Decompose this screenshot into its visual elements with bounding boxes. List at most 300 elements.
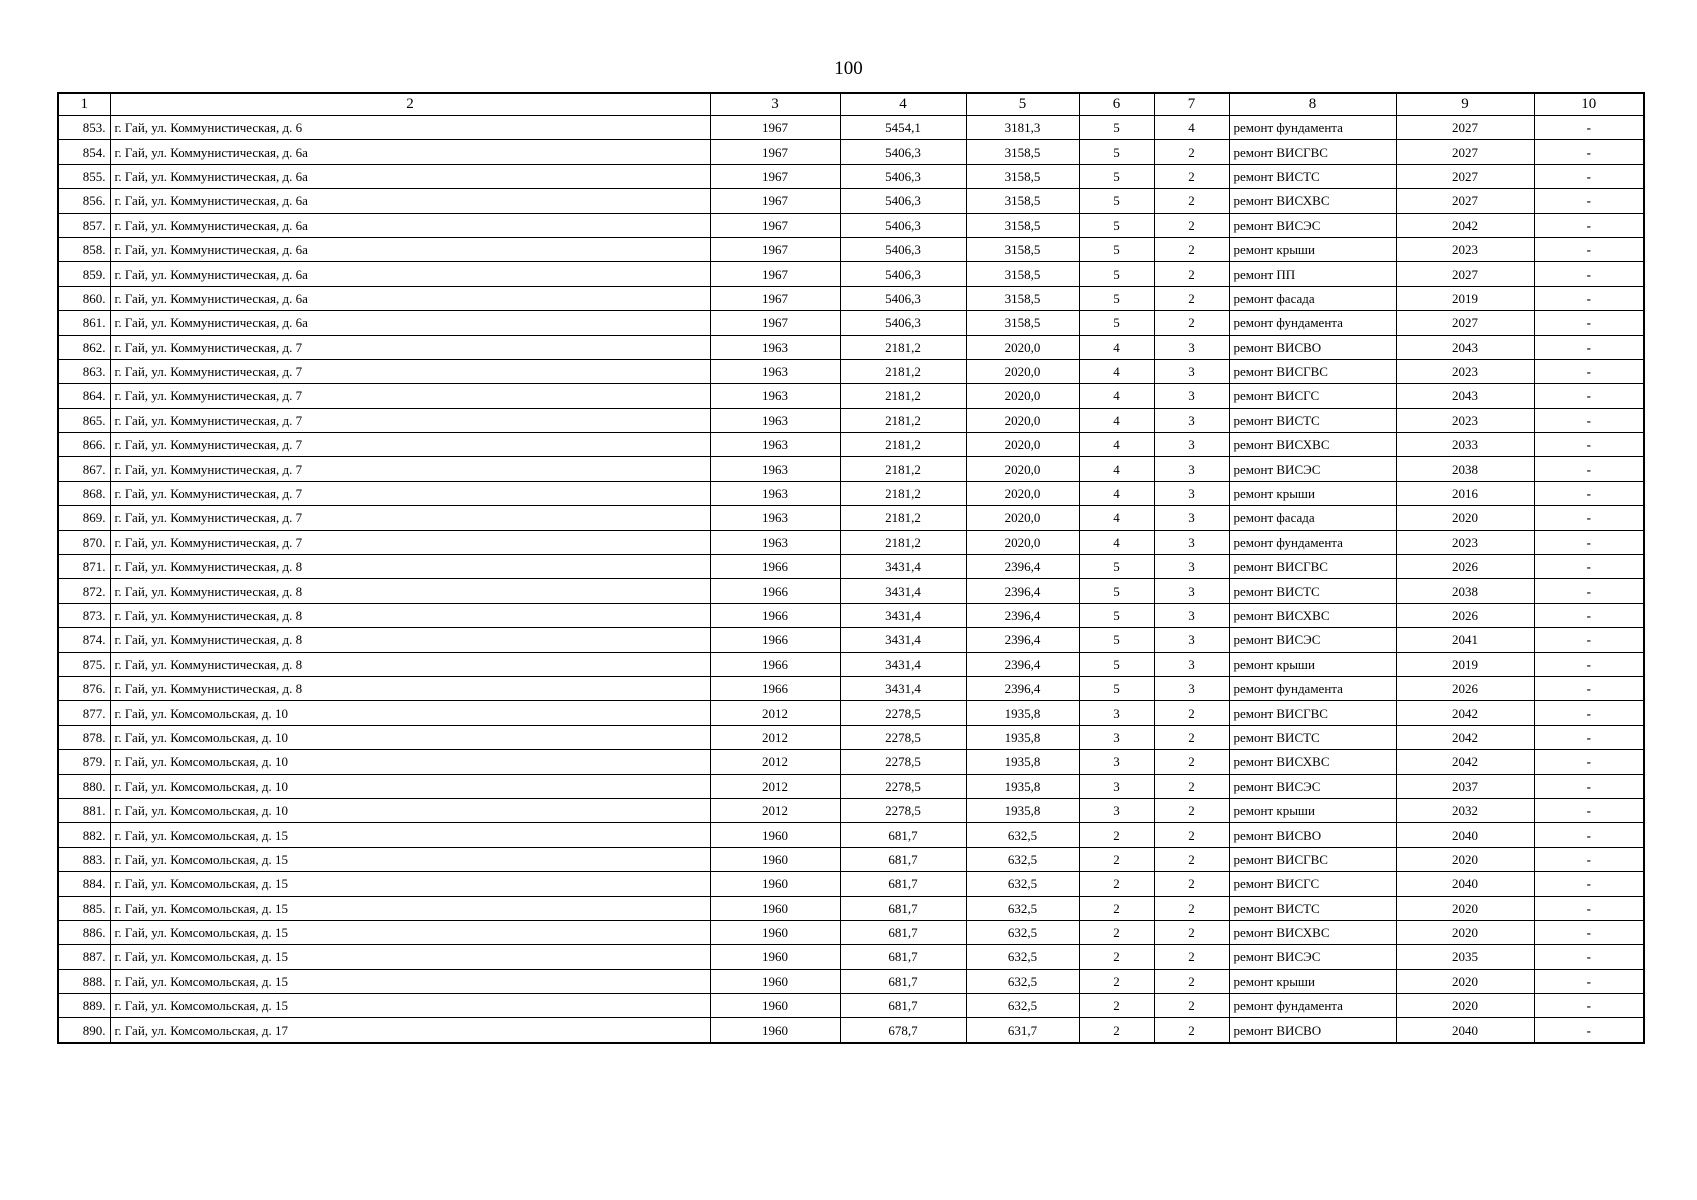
work-type-cell: ремонт ВИСГС <box>1229 384 1396 408</box>
entrances-cell: 3 <box>1154 433 1229 457</box>
planned-year-cell: 2043 <box>1396 335 1534 359</box>
work-type-cell: ремонт ВИСХВС <box>1229 603 1396 627</box>
work-type-cell: ремонт ВИСВО <box>1229 1018 1396 1043</box>
entrances-cell: 3 <box>1154 384 1229 408</box>
table-row <box>58 262 1644 286</box>
planned-year-cell: 2023 <box>1396 237 1534 261</box>
address-cell: г. Гай, ул. Коммунистическая, д. 6а <box>110 164 710 188</box>
table-row <box>58 652 1644 676</box>
total-area-cell: 5406,3 <box>840 164 966 188</box>
address-cell: г. Гай, ул. Комсомольская, д. 10 <box>110 750 710 774</box>
planned-year-cell: 2042 <box>1396 213 1534 237</box>
table-row <box>58 896 1644 920</box>
note-cell: - <box>1534 701 1644 725</box>
table-row <box>58 164 1644 188</box>
floors-cell: 4 <box>1079 384 1154 408</box>
year-built-cell: 1960 <box>710 1018 840 1043</box>
total-area-cell: 681,7 <box>840 823 966 847</box>
planned-year-cell: 2027 <box>1396 164 1534 188</box>
year-built-cell: 1963 <box>710 506 840 530</box>
year-built-cell: 1967 <box>710 237 840 261</box>
year-built-cell: 1963 <box>710 481 840 505</box>
living-area-cell: 1935,8 <box>966 701 1079 725</box>
work-type-cell: ремонт ВИСЭС <box>1229 213 1396 237</box>
note-cell: - <box>1534 286 1644 310</box>
entrances-cell: 2 <box>1154 823 1229 847</box>
year-built-cell: 1966 <box>710 579 840 603</box>
work-type-cell: ремонт ВИСЭС <box>1229 628 1396 652</box>
column-header: 2 <box>110 93 710 116</box>
row-number: 873. <box>58 603 110 627</box>
table-row <box>58 994 1644 1018</box>
work-type-cell: ремонт ВИСВО <box>1229 335 1396 359</box>
entrances-cell: 2 <box>1154 140 1229 164</box>
year-built-cell: 2012 <box>710 798 840 822</box>
row-number: 872. <box>58 579 110 603</box>
row-number: 858. <box>58 237 110 261</box>
planned-year-cell: 2042 <box>1396 750 1534 774</box>
year-built-cell: 1963 <box>710 530 840 554</box>
note-cell: - <box>1534 725 1644 749</box>
note-cell: - <box>1534 189 1644 213</box>
year-built-cell: 1967 <box>710 140 840 164</box>
year-built-cell: 1967 <box>710 286 840 310</box>
table-row <box>58 359 1644 383</box>
floors-cell: 4 <box>1079 457 1154 481</box>
table-row <box>58 237 1644 261</box>
entrances-cell: 3 <box>1154 628 1229 652</box>
table-row <box>58 798 1644 822</box>
year-built-cell: 1966 <box>710 628 840 652</box>
work-type-cell: ремонт ВИСХВС <box>1229 189 1396 213</box>
total-area-cell: 5406,3 <box>840 311 966 335</box>
floors-cell: 5 <box>1079 311 1154 335</box>
table-body <box>58 116 1644 1043</box>
work-type-cell: ремонт ВИСТС <box>1229 579 1396 603</box>
column-header: 7 <box>1154 93 1229 116</box>
floors-cell: 2 <box>1079 945 1154 969</box>
table-row <box>58 311 1644 335</box>
living-area-cell: 2020,0 <box>966 506 1079 530</box>
year-built-cell: 1966 <box>710 652 840 676</box>
floors-cell: 2 <box>1079 1018 1154 1043</box>
address-cell: г. Гай, ул. Комсомольская, д. 15 <box>110 896 710 920</box>
entrances-cell: 3 <box>1154 603 1229 627</box>
floors-cell: 2 <box>1079 823 1154 847</box>
row-number: 868. <box>58 481 110 505</box>
living-area-cell: 3158,5 <box>966 311 1079 335</box>
note-cell: - <box>1534 164 1644 188</box>
planned-year-cell: 2019 <box>1396 286 1534 310</box>
row-number: 862. <box>58 335 110 359</box>
planned-year-cell: 2032 <box>1396 798 1534 822</box>
total-area-cell: 2181,2 <box>840 457 966 481</box>
table-row <box>58 140 1644 164</box>
year-built-cell: 1967 <box>710 164 840 188</box>
work-type-cell: ремонт ВИСХВС <box>1229 920 1396 944</box>
address-cell: г. Гай, ул. Коммунистическая, д. 7 <box>110 457 710 481</box>
planned-year-cell: 2023 <box>1396 359 1534 383</box>
note-cell: - <box>1534 481 1644 505</box>
year-built-cell: 1963 <box>710 408 840 432</box>
column-header: 5 <box>966 93 1079 116</box>
table-row <box>58 506 1644 530</box>
note-cell: - <box>1534 969 1644 993</box>
living-area-cell: 3158,5 <box>966 286 1079 310</box>
total-area-cell: 3431,4 <box>840 628 966 652</box>
row-number: 871. <box>58 555 110 579</box>
row-number: 890. <box>58 1018 110 1043</box>
table-row <box>58 920 1644 944</box>
floors-cell: 5 <box>1079 262 1154 286</box>
address-cell: г. Гай, ул. Коммунистическая, д. 6а <box>110 213 710 237</box>
living-area-cell: 3158,5 <box>966 237 1079 261</box>
table-row <box>58 774 1644 798</box>
living-area-cell: 2396,4 <box>966 676 1079 700</box>
note-cell: - <box>1534 433 1644 457</box>
entrances-cell: 3 <box>1154 335 1229 359</box>
planned-year-cell: 2027 <box>1396 311 1534 335</box>
floors-cell: 5 <box>1079 579 1154 603</box>
living-area-cell: 2396,4 <box>966 555 1079 579</box>
living-area-cell: 2020,0 <box>966 481 1079 505</box>
entrances-cell: 2 <box>1154 189 1229 213</box>
address-cell: г. Гай, ул. Комсомольская, д. 15 <box>110 969 710 993</box>
planned-year-cell: 2042 <box>1396 725 1534 749</box>
table-row <box>58 628 1644 652</box>
table-row <box>58 408 1644 432</box>
entrances-cell: 2 <box>1154 1018 1229 1043</box>
entrances-cell: 3 <box>1154 457 1229 481</box>
note-cell: - <box>1534 311 1644 335</box>
entrances-cell: 2 <box>1154 750 1229 774</box>
table-row <box>58 750 1644 774</box>
total-area-cell: 5406,3 <box>840 237 966 261</box>
total-area-cell: 2181,2 <box>840 408 966 432</box>
total-area-cell: 5406,3 <box>840 286 966 310</box>
entrances-cell: 2 <box>1154 847 1229 871</box>
year-built-cell: 2012 <box>710 774 840 798</box>
living-area-cell: 2396,4 <box>966 628 1079 652</box>
note-cell: - <box>1534 847 1644 871</box>
address-cell: г. Гай, ул. Комсомольская, д. 10 <box>110 798 710 822</box>
living-area-cell: 632,5 <box>966 823 1079 847</box>
floors-cell: 3 <box>1079 725 1154 749</box>
address-cell: г. Гай, ул. Коммунистическая, д. 8 <box>110 555 710 579</box>
floors-cell: 5 <box>1079 286 1154 310</box>
living-area-cell: 631,7 <box>966 1018 1079 1043</box>
year-built-cell: 1966 <box>710 555 840 579</box>
year-built-cell: 1967 <box>710 311 840 335</box>
year-built-cell: 1963 <box>710 359 840 383</box>
planned-year-cell: 2020 <box>1396 994 1534 1018</box>
total-area-cell: 2181,2 <box>840 481 966 505</box>
floors-cell: 4 <box>1079 408 1154 432</box>
floors-cell: 5 <box>1079 676 1154 700</box>
entrances-cell: 3 <box>1154 555 1229 579</box>
table-row <box>58 701 1644 725</box>
entrances-cell: 2 <box>1154 896 1229 920</box>
work-type-cell: ремонт ВИСХВС <box>1229 750 1396 774</box>
planned-year-cell: 2041 <box>1396 628 1534 652</box>
table-row <box>58 457 1644 481</box>
year-built-cell: 1960 <box>710 945 840 969</box>
planned-year-cell: 2033 <box>1396 433 1534 457</box>
planned-year-cell: 2043 <box>1396 384 1534 408</box>
work-type-cell: ремонт ВИСТС <box>1229 408 1396 432</box>
row-number: 869. <box>58 506 110 530</box>
table-row <box>58 945 1644 969</box>
planned-year-cell: 2020 <box>1396 847 1534 871</box>
note-cell: - <box>1534 579 1644 603</box>
work-type-cell: ремонт ВИСГВС <box>1229 701 1396 725</box>
column-header: 1 <box>58 93 110 116</box>
note-cell: - <box>1534 213 1644 237</box>
row-number: 870. <box>58 530 110 554</box>
planned-year-cell: 2026 <box>1396 676 1534 700</box>
total-area-cell: 5406,3 <box>840 262 966 286</box>
living-area-cell: 3158,5 <box>966 164 1079 188</box>
note-cell: - <box>1534 530 1644 554</box>
year-built-cell: 1967 <box>710 116 840 140</box>
address-cell: г. Гай, ул. Коммунистическая, д. 8 <box>110 676 710 700</box>
entrances-cell: 2 <box>1154 725 1229 749</box>
planned-year-cell: 2019 <box>1396 652 1534 676</box>
total-area-cell: 681,7 <box>840 969 966 993</box>
address-cell: г. Гай, ул. Коммунистическая, д. 7 <box>110 481 710 505</box>
address-cell: г. Гай, ул. Коммунистическая, д. 6 <box>110 116 710 140</box>
table-row <box>58 603 1644 627</box>
planned-year-cell: 2020 <box>1396 896 1534 920</box>
total-area-cell: 3431,4 <box>840 652 966 676</box>
total-area-cell: 2181,2 <box>840 530 966 554</box>
entrances-cell: 2 <box>1154 701 1229 725</box>
year-built-cell: 1967 <box>710 213 840 237</box>
planned-year-cell: 2038 <box>1396 457 1534 481</box>
work-type-cell: ремонт фундамента <box>1229 994 1396 1018</box>
entrances-cell: 2 <box>1154 994 1229 1018</box>
floors-cell: 5 <box>1079 628 1154 652</box>
work-type-cell: ремонт крыши <box>1229 798 1396 822</box>
note-cell: - <box>1534 628 1644 652</box>
note-cell: - <box>1534 116 1644 140</box>
living-area-cell: 3158,5 <box>966 140 1079 164</box>
entrances-cell: 2 <box>1154 798 1229 822</box>
living-area-cell: 632,5 <box>966 920 1079 944</box>
work-type-cell: ремонт ВИСГВС <box>1229 555 1396 579</box>
table-row <box>58 335 1644 359</box>
total-area-cell: 2181,2 <box>840 433 966 457</box>
floors-cell: 4 <box>1079 335 1154 359</box>
work-type-cell: ремонт ВИСГВС <box>1229 359 1396 383</box>
note-cell: - <box>1534 140 1644 164</box>
floors-cell: 3 <box>1079 774 1154 798</box>
row-number: 861. <box>58 311 110 335</box>
address-cell: г. Гай, ул. Коммунистическая, д. 6а <box>110 262 710 286</box>
entrances-cell: 2 <box>1154 945 1229 969</box>
row-number: 877. <box>58 701 110 725</box>
floors-cell: 5 <box>1079 652 1154 676</box>
work-type-cell: ремонт ВИСГС <box>1229 872 1396 896</box>
living-area-cell: 632,5 <box>966 969 1079 993</box>
living-area-cell: 2020,0 <box>966 335 1079 359</box>
total-area-cell: 5406,3 <box>840 189 966 213</box>
row-number: 878. <box>58 725 110 749</box>
floors-cell: 4 <box>1079 530 1154 554</box>
floors-cell: 4 <box>1079 506 1154 530</box>
work-type-cell: ремонт ВИСГВС <box>1229 140 1396 164</box>
living-area-cell: 3181,3 <box>966 116 1079 140</box>
note-cell: - <box>1534 896 1644 920</box>
year-built-cell: 1960 <box>710 872 840 896</box>
floors-cell: 5 <box>1079 555 1154 579</box>
entrances-cell: 4 <box>1154 116 1229 140</box>
total-area-cell: 681,7 <box>840 847 966 871</box>
floors-cell: 4 <box>1079 359 1154 383</box>
planned-year-cell: 2037 <box>1396 774 1534 798</box>
planned-year-cell: 2016 <box>1396 481 1534 505</box>
work-type-cell: ремонт крыши <box>1229 237 1396 261</box>
living-area-cell: 2020,0 <box>966 457 1079 481</box>
planned-year-cell: 2020 <box>1396 969 1534 993</box>
planned-year-cell: 2040 <box>1396 823 1534 847</box>
total-area-cell: 678,7 <box>840 1018 966 1043</box>
total-area-cell: 2181,2 <box>840 335 966 359</box>
total-area-cell: 3431,4 <box>840 676 966 700</box>
entrances-cell: 2 <box>1154 969 1229 993</box>
address-cell: г. Гай, ул. Комсомольская, д. 10 <box>110 725 710 749</box>
row-number: 884. <box>58 872 110 896</box>
entrances-cell: 2 <box>1154 237 1229 261</box>
address-cell: г. Гай, ул. Комсомольская, д. 10 <box>110 701 710 725</box>
row-number: 889. <box>58 994 110 1018</box>
address-cell: г. Гай, ул. Комсомольская, д. 10 <box>110 774 710 798</box>
total-area-cell: 3431,4 <box>840 579 966 603</box>
total-area-cell: 681,7 <box>840 994 966 1018</box>
year-built-cell: 1960 <box>710 969 840 993</box>
note-cell: - <box>1534 676 1644 700</box>
note-cell: - <box>1534 798 1644 822</box>
entrances-cell: 3 <box>1154 676 1229 700</box>
total-area-cell: 2181,2 <box>840 384 966 408</box>
floors-cell: 3 <box>1079 750 1154 774</box>
address-cell: г. Гай, ул. Коммунистическая, д. 7 <box>110 335 710 359</box>
note-cell: - <box>1534 506 1644 530</box>
floors-cell: 4 <box>1079 433 1154 457</box>
entrances-cell: 3 <box>1154 652 1229 676</box>
entrances-cell: 3 <box>1154 579 1229 603</box>
total-area-cell: 2181,2 <box>840 359 966 383</box>
address-cell: г. Гай, ул. Коммунистическая, д. 8 <box>110 603 710 627</box>
note-cell: - <box>1534 555 1644 579</box>
row-number: 857. <box>58 213 110 237</box>
work-type-cell: ремонт ВИСЭС <box>1229 774 1396 798</box>
note-cell: - <box>1534 823 1644 847</box>
year-built-cell: 1960 <box>710 920 840 944</box>
living-area-cell: 2396,4 <box>966 603 1079 627</box>
planned-year-cell: 2023 <box>1396 530 1534 554</box>
floors-cell: 3 <box>1079 701 1154 725</box>
address-cell: г. Гай, ул. Коммунистическая, д. 7 <box>110 384 710 408</box>
table-row <box>58 481 1644 505</box>
note-cell: - <box>1534 262 1644 286</box>
floors-cell: 5 <box>1079 189 1154 213</box>
table-row <box>58 847 1644 871</box>
year-built-cell: 1967 <box>710 189 840 213</box>
total-area-cell: 2278,5 <box>840 701 966 725</box>
living-area-cell: 2020,0 <box>966 384 1079 408</box>
column-header: 8 <box>1229 93 1396 116</box>
work-type-cell: ремонт ВИСХВС <box>1229 433 1396 457</box>
note-cell: - <box>1534 652 1644 676</box>
total-area-cell: 681,7 <box>840 920 966 944</box>
living-area-cell: 1935,8 <box>966 798 1079 822</box>
table-row <box>58 530 1644 554</box>
floors-cell: 2 <box>1079 896 1154 920</box>
total-area-cell: 2278,5 <box>840 798 966 822</box>
row-number: 865. <box>58 408 110 432</box>
address-cell: г. Гай, ул. Комсомольская, д. 15 <box>110 823 710 847</box>
address-cell: г. Гай, ул. Комсомольская, д. 17 <box>110 1018 710 1043</box>
note-cell: - <box>1534 872 1644 896</box>
table-row <box>58 116 1644 140</box>
table-row <box>58 555 1644 579</box>
entrances-cell: 3 <box>1154 530 1229 554</box>
table-row <box>58 579 1644 603</box>
address-cell: г. Гай, ул. Коммунистическая, д. 8 <box>110 628 710 652</box>
row-number: 886. <box>58 920 110 944</box>
entrances-cell: 3 <box>1154 408 1229 432</box>
address-cell: г. Гай, ул. Коммунистическая, д. 8 <box>110 579 710 603</box>
table-row <box>58 676 1644 700</box>
work-type-cell: ремонт ВИСТС <box>1229 164 1396 188</box>
planned-year-cell: 2040 <box>1396 1018 1534 1043</box>
year-built-cell: 1960 <box>710 896 840 920</box>
note-cell: - <box>1534 384 1644 408</box>
address-cell: г. Гай, ул. Коммунистическая, д. 6а <box>110 311 710 335</box>
living-area-cell: 632,5 <box>966 896 1079 920</box>
total-area-cell: 2278,5 <box>840 725 966 749</box>
year-built-cell: 1963 <box>710 457 840 481</box>
floors-cell: 4 <box>1079 481 1154 505</box>
table-row <box>58 969 1644 993</box>
entrances-cell: 3 <box>1154 359 1229 383</box>
floors-cell: 5 <box>1079 116 1154 140</box>
address-cell: г. Гай, ул. Комсомольская, д. 15 <box>110 945 710 969</box>
total-area-cell: 3431,4 <box>840 603 966 627</box>
note-cell: - <box>1534 457 1644 481</box>
floors-cell: 5 <box>1079 603 1154 627</box>
table-row <box>58 823 1644 847</box>
year-built-cell: 1960 <box>710 823 840 847</box>
total-area-cell: 5406,3 <box>840 213 966 237</box>
total-area-cell: 681,7 <box>840 872 966 896</box>
work-type-cell: ремонт крыши <box>1229 481 1396 505</box>
address-cell: г. Гай, ул. Коммунистическая, д. 7 <box>110 359 710 383</box>
year-built-cell: 2012 <box>710 725 840 749</box>
year-built-cell: 1967 <box>710 262 840 286</box>
living-area-cell: 1935,8 <box>966 750 1079 774</box>
row-number: 855. <box>58 164 110 188</box>
total-area-cell: 2181,2 <box>840 506 966 530</box>
living-area-cell: 2020,0 <box>966 408 1079 432</box>
work-type-cell: ремонт ВИСТС <box>1229 725 1396 749</box>
address-cell: г. Гай, ул. Комсомольская, д. 15 <box>110 872 710 896</box>
total-area-cell: 681,7 <box>840 896 966 920</box>
table-row <box>58 872 1644 896</box>
entrances-cell: 2 <box>1154 872 1229 896</box>
total-area-cell: 3431,4 <box>840 555 966 579</box>
